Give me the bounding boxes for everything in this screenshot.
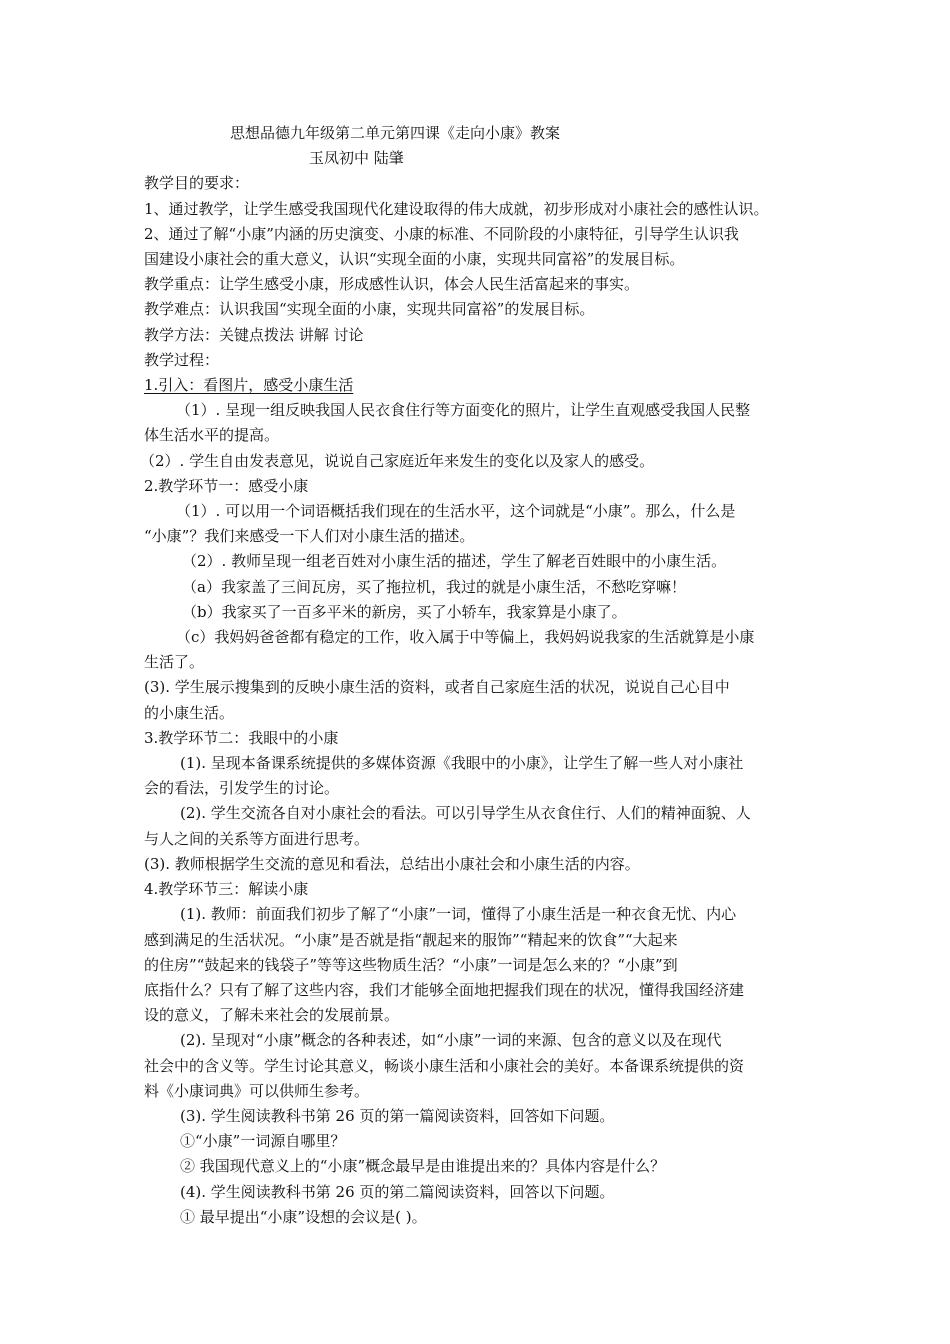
- key-point: 教学重点：让学生感受小康，形成感性认识，体会人民生活富起来的事实。: [144, 275, 640, 294]
- section-2-item-c-line-1: （c）我妈妈爸爸都有稳定的工作，收入属于中等偏上，我妈妈说我家的生活就算是小康: [176, 628, 755, 647]
- section-4-heading: 4.教学环节三：解读小康: [144, 880, 309, 899]
- section-3-paragraph-1-line-2: 会的看法，引发学生的讨论。: [144, 779, 340, 798]
- section-2-paragraph-2: （2）. 教师呈现一组老百姓对小康生活的描述，学生了解老百姓眼中的小康生活。: [182, 552, 727, 571]
- section-4-paragraph-1-line-5: 设的意义，了解未来社会的发展前景。: [144, 1006, 400, 1025]
- section-2-paragraph-3-line-2: 的小康生活。: [144, 703, 235, 722]
- section-1-paragraph-1-line-1: （1）. 呈现一组反映我国人民衣食住行等方面变化的照片，让学生直观感受我国人民整: [176, 401, 751, 420]
- section-4-paragraph-1-line-2: 感到满足的生活状况。“小康”是否就是指“靓起来的服饰”“精起来的饮食”“大起来: [144, 930, 678, 949]
- document-author: 玉凤初中 陆肇: [309, 149, 404, 168]
- objectives-heading: 教学目的要求：: [144, 174, 250, 193]
- section-4-paragraph-2-line-2: 社会中的含义等。学生讨论其意义，畅谈小康生活和小康社会的美好。本备课系统提供的资: [144, 1056, 745, 1075]
- difficult-point: 教学难点：认识我国“实现全面的小康，实现共同富裕”的发展目标。: [144, 300, 595, 319]
- section-4-paragraph-3: (3). 学生阅读教科书第 26 页的第一篇阅读资料，回答如下问题。: [180, 1106, 615, 1125]
- section-3-paragraph-1-line-1: (1). 呈现本备课系统提供的多媒体资源《我眼中的小康》，让学生了解一些人对小康社: [180, 754, 744, 773]
- document-body: [140, 121, 820, 1230]
- objective-2-line-1: 2、通过了解“小康”内涵的历史演变、小康的标准、不同阶段的小康特征，引导学生认识我: [144, 224, 739, 243]
- teaching-method: 教学方法：关键点拨法 讲解 讨论: [144, 325, 364, 344]
- section-3-paragraph-2-line-1: (2). 学生交流各自对小康社会的看法。可以引导学生从衣食住行、人们的精神面貌、人: [180, 804, 751, 823]
- section-2-item-b: （b）我家买了一百多平米的新房，买了小轿车，我家算是小康了。: [182, 602, 627, 621]
- section-4-question-2: ② 我国现代意义上的“小康”概念最早是由谁提出来的？具体内容是什么？: [180, 1157, 666, 1176]
- section-3-paragraph-2-line-2: 与人之间的关系等方面进行思考。: [144, 829, 370, 848]
- section-4-paragraph-2-line-1: (2). 呈现对“小康”概念的各种表述，如“小康”一词的来源、包含的意义以及在现代: [180, 1031, 722, 1050]
- section-4-paragraph-1-line-3: 的住房”“鼓起来的钱袋子”等等这些物质生活？“小康”一词是怎么来的？“小康”到: [144, 955, 678, 974]
- section-2-heading: 2.教学环节一：感受小康: [144, 476, 309, 495]
- section-4-question-1: ①“小康”一词源自哪里？: [180, 1132, 346, 1151]
- section-1-paragraph-2: （2）. 学生自由发表意见，说说自己家庭近年来发生的变化以及家人的感受。: [140, 451, 655, 470]
- section-4-paragraph-1-line-1: (1). 教师：前面我们初步了解了“小康”一词，懂得了小康生活是一种衣食无忧、内心: [180, 905, 737, 924]
- objective-2-line-2: 国建设小康社会的重大意义，认识“实现全面的小康，实现共同富裕”的发展目标。: [144, 250, 685, 269]
- section-1-heading: 1.引入：看图片，感受小康生活: [144, 376, 354, 395]
- section-4-paragraph-1-line-4: 底指什么？只有了解了这些内容，我们才能够全面地把握我们现在的状况，懂得我国经济建: [144, 980, 745, 999]
- process-heading: 教学过程：: [144, 350, 220, 369]
- section-3-paragraph-3: (3). 教师根据学生交流的意见和看法，总结出小康社会和小康生活的内容。: [144, 854, 640, 873]
- section-2-item-a: （a）我家盖了三间瓦房，买了拖拉机，我过的就是小康生活，不愁吃穿嘛！: [182, 577, 686, 596]
- section-4-paragraph-2-line-3: 料《小康词典》可以供师生参考。: [144, 1081, 370, 1100]
- section-2-paragraph-1-line-2: “小康”？我们来感受一下人们对小康生活的描述。: [144, 527, 475, 546]
- objective-1: 1、通过教学，让学生感受我国现代化建设取得的伟大成就，初步形成对小康社会的感性认识。: [144, 199, 769, 218]
- section-4-paragraph-4: (4). 学生阅读教科书第 26 页的第二篇阅读资料，回答以下问题。: [180, 1182, 615, 1201]
- document-title: 思想品德九年级第二单元第四课《走向小康》教案: [230, 124, 561, 142]
- section-4-question-3: ① 最早提出“小康”设想的会议是( )。: [180, 1207, 427, 1226]
- section-2-item-c-line-2: 生活了。: [144, 653, 205, 672]
- section-2-paragraph-3-line-1: (3). 学生展示搜集到的反映小康生活的资料，或者自己家庭生活的状况，说说自己心目中: [144, 678, 730, 697]
- section-1-paragraph-1-line-2: 体生活水平的提高。: [144, 426, 280, 445]
- section-2-paragraph-1-line-1: （1）. 可以用一个词语概括我们现在的生活水平，这个词就是“小康”。那么，什么是: [176, 502, 736, 521]
- section-3-heading: 3.教学环节二：我眼中的小康: [144, 728, 339, 747]
